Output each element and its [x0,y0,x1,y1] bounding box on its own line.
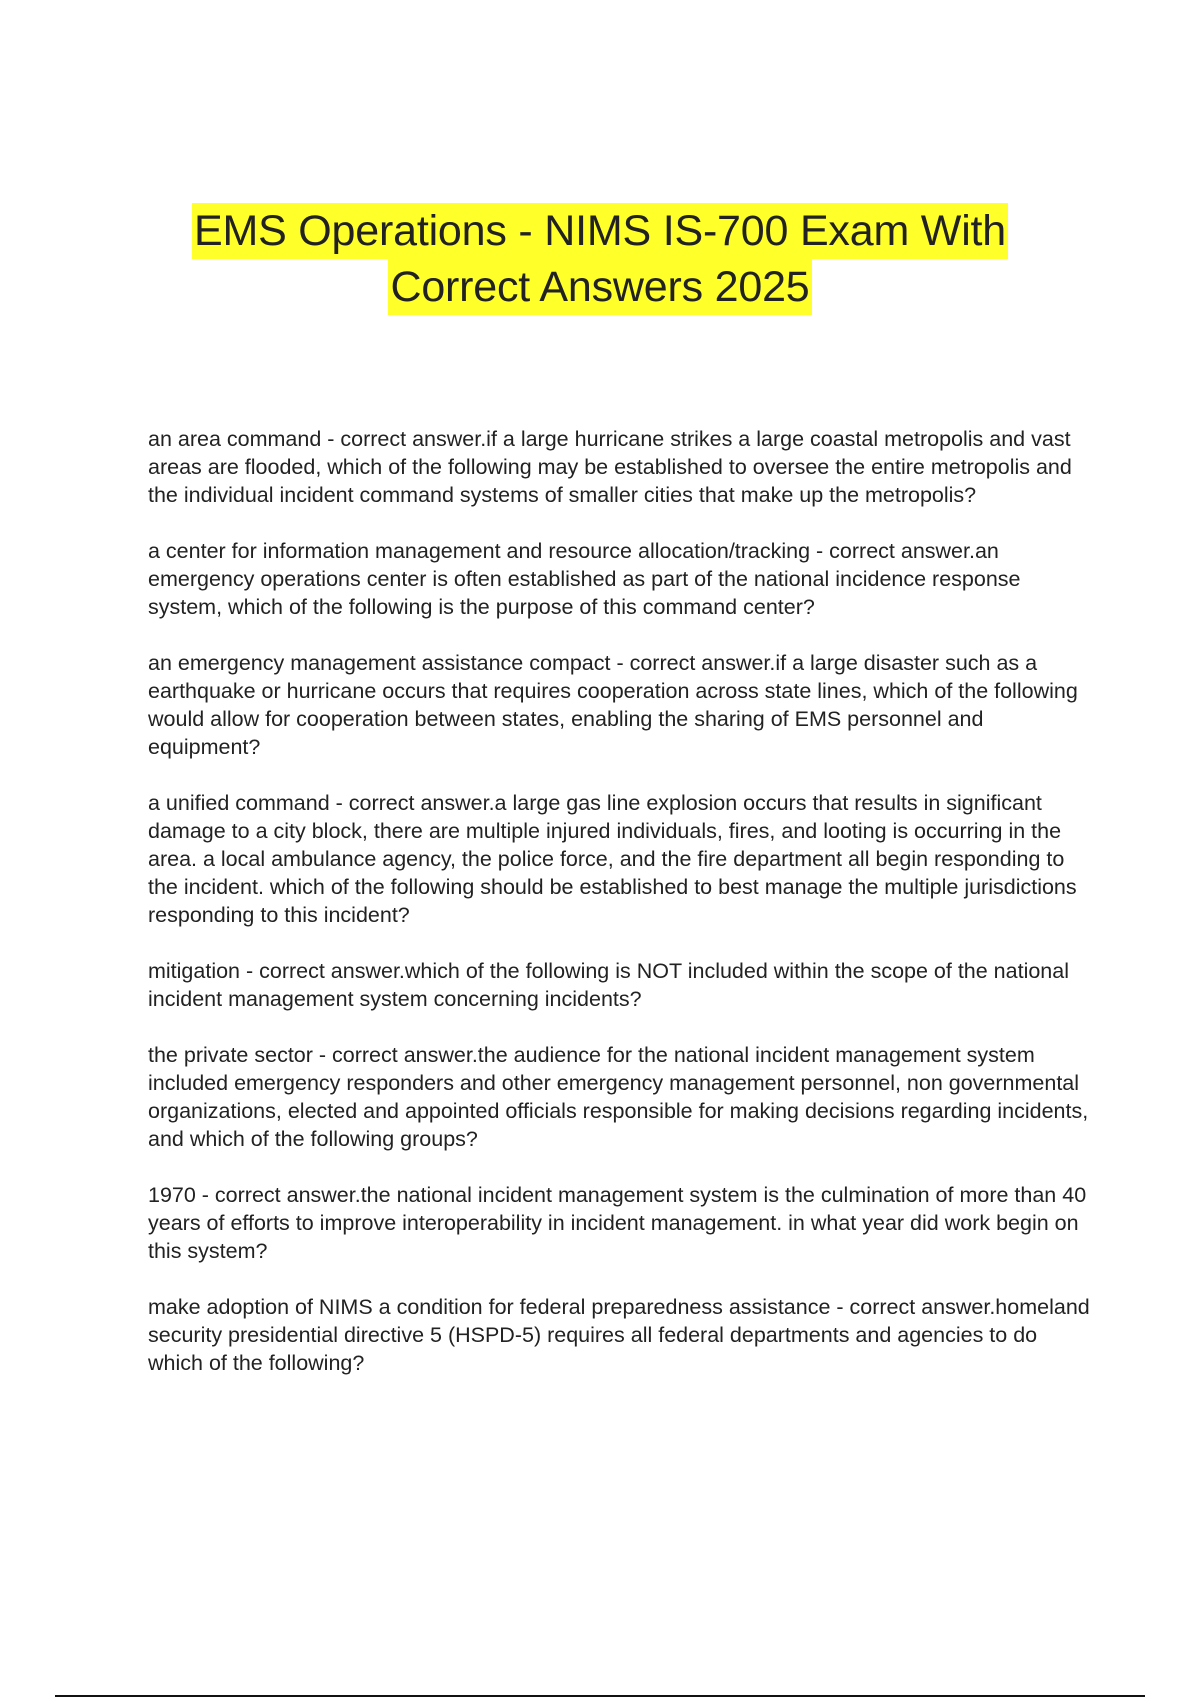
question-answer-list [148,425,1093,1405]
qa-item: mitigation - correct answer.which of the following is NOT included within the scope of the national incident management system concerning incidents? [148,959,1069,1011]
qa-item: 1970 - correct answer.the national incident management system is the culmination of more than 40 years of efforts to improve interoperability in incident management. in what year did work begin on this system? [148,1183,1087,1263]
qa-item: an emergency management assistance compact - correct answer.if a large disaster such as a earthquake or hurricane occurs that requires cooperation across state lines, which of the following would allow for cooperation between states, enabling the sharing of EMS personnel and equipment? [148,651,1078,759]
title-line-2: Correct Answers 2025 [388,259,811,315]
page-title [0,203,1200,315]
qa-item: an area command - correct answer.if a large hurricane strikes a large coastal metropolis and vast areas are flooded, which of the following may be established to oversee the entire metropolis and the individual incident command systems of smaller cities that make up the metropolis? [148,427,1072,507]
bottom-divider [55,1695,1145,1697]
qa-item: make adoption of NIMS a condition for federal preparedness assistance - correct answer.homeland security presidential directive 5 (HSPD-5) requires all federal departments and agencies to do which of the following? [148,1295,1090,1375]
title-line-1: EMS Operations - NIMS IS-700 Exam With [192,203,1008,259]
qa-item: a center for information management and resource allocation/tracking - correct answer.an emergency operations center is often established as part of the national incidence response system, which of the following is the purpose of this command center? [148,539,1021,619]
qa-item: the private sector - correct answer.the audience for the national incident management system included emergency responders and other emergency management personnel, non governmental organizations, elected and appointed officials responsible for making decisions regarding incidents, and which of the following groups? [148,1043,1089,1151]
qa-item: a unified command - correct answer.a large gas line explosion occurs that results in significant damage to a city block, there are multiple injured individuals, fires, and looting is occurring in the area. a local ambulance agency, the police force, and the fire department all begin responding to the incident. which of the following should be established to best manage the multiple jurisdictions responding to this incident? [148,791,1077,927]
